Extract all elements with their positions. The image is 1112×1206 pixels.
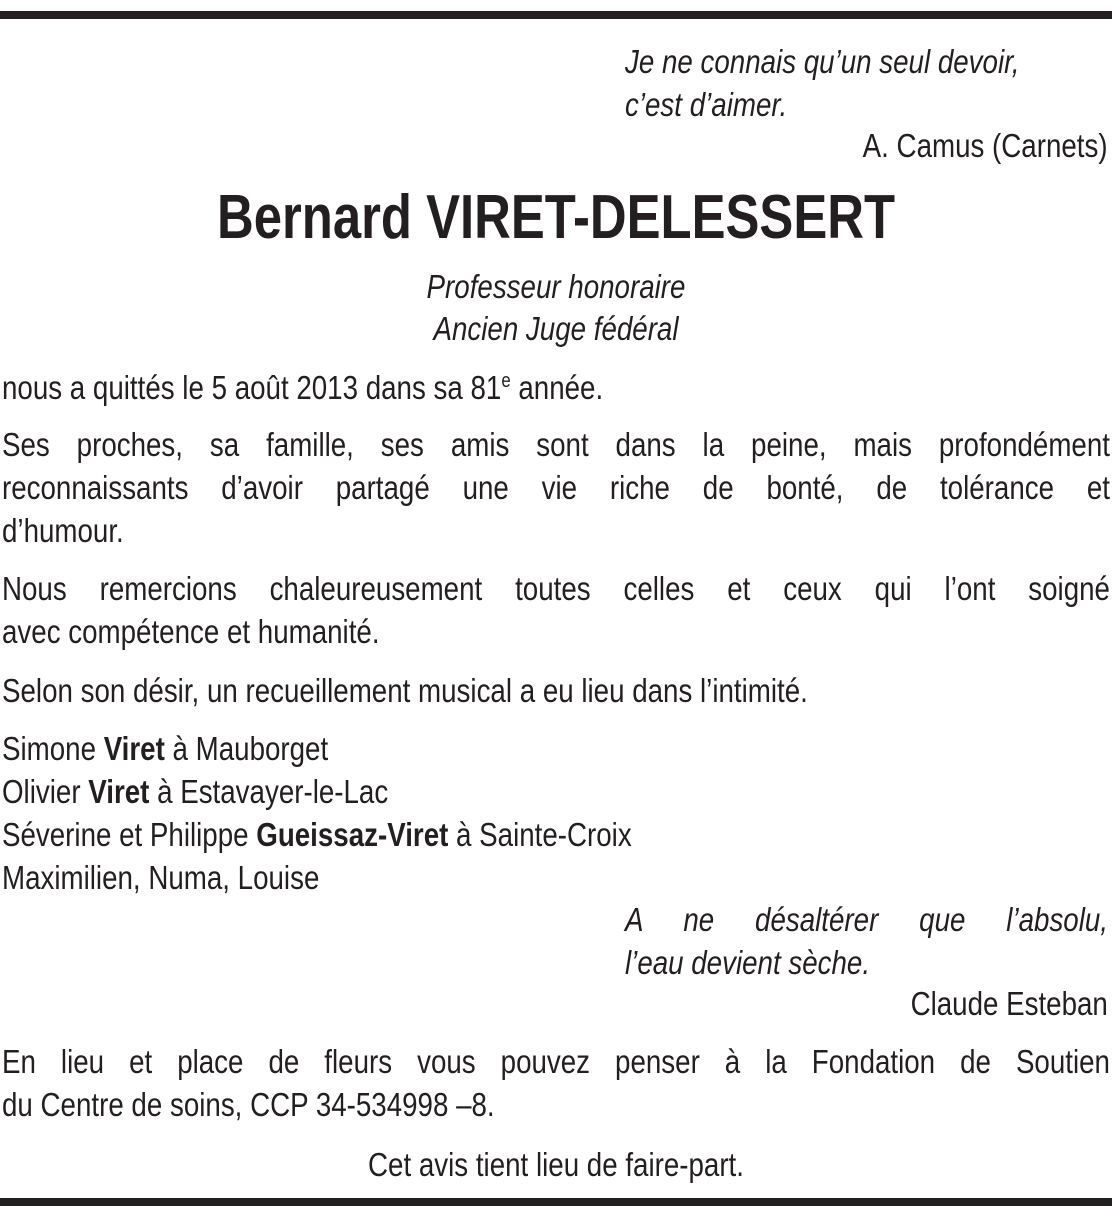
bottom-border-rule <box>0 1198 1112 1206</box>
family-member: Séverine et Philippe Gueissaz-Viret à Sainte-Croix <box>2 816 632 853</box>
epigraph-line: c’est d’aimer. <box>625 86 788 123</box>
paragraph-line: reconnaissants d’avoir partagé une vie riche de bonté, de tolérance et <box>2 469 1110 506</box>
epigraph-line: A ne désaltérer que l’absolu, <box>625 901 1108 938</box>
deceased-name: Bernard VIRET-DELESSERT <box>216 183 895 252</box>
epigraph-esteban <box>625 898 1108 984</box>
death-date-text-end: année. <box>510 369 604 406</box>
top-border-rule <box>0 11 1112 19</box>
paragraph-line: avec compétence et humanité. <box>2 613 380 650</box>
epigraph-line: Je ne connais qu’un seul devoir, <box>625 43 1020 80</box>
ordinal-suffix: e <box>501 370 511 392</box>
paragraph-line: du Centre de soins, CCP 34-534998 –8. <box>2 1086 495 1123</box>
death-date-paragraph <box>2 366 1110 409</box>
epigraph-camus <box>625 40 1108 126</box>
wish-paragraph <box>2 669 1110 712</box>
family-member: Simone Viret à Mauborget <box>2 730 329 767</box>
thanks-paragraph <box>2 567 1110 653</box>
family-member: Olivier Viret à Estavayer-le-Lac <box>2 773 389 810</box>
family-list <box>2 727 1110 899</box>
family-member: Maximilien, Numa, Louise <box>2 859 320 896</box>
paragraph-line: En lieu et place de fleurs vous pouvez penser à la Fondation de Soutien <box>2 1043 1110 1080</box>
deceased-title: Ancien Juge fédéral <box>433 310 679 347</box>
flowers-paragraph <box>2 1040 1110 1126</box>
deceased-title: Professeur honoraire <box>426 268 686 305</box>
paragraph-line: d’humour. <box>2 512 124 549</box>
closing-note: Cet avis tient lieu de faire-part. <box>368 1146 744 1183</box>
epigraph-attribution: Claude Esteban <box>910 985 1108 1022</box>
deceased-titles <box>89 266 1023 350</box>
death-date-text: nous a quittés le 5 août 2013 dans sa 81 <box>2 369 502 406</box>
paragraph-line: Ses proches, sa famille, ses amis sont dans la peine, mais profondément <box>2 426 1110 463</box>
paragraph-line: Nous remercions chaleureusement toutes celles et ceux qui l’ont soigné <box>2 570 1110 607</box>
paragraph-line: Selon son désir, un recueillement musical a eu lieu dans l’intimité. <box>2 672 808 709</box>
family-surname: Gueissaz-Viret <box>256 816 449 853</box>
family-surname: Viret <box>88 773 150 810</box>
relatives-paragraph <box>2 423 1110 552</box>
epigraph-attribution: A. Camus (Carnets) <box>863 127 1108 164</box>
epigraph-line: l’eau devient sèche. <box>625 944 871 981</box>
family-surname: Viret <box>103 730 165 767</box>
